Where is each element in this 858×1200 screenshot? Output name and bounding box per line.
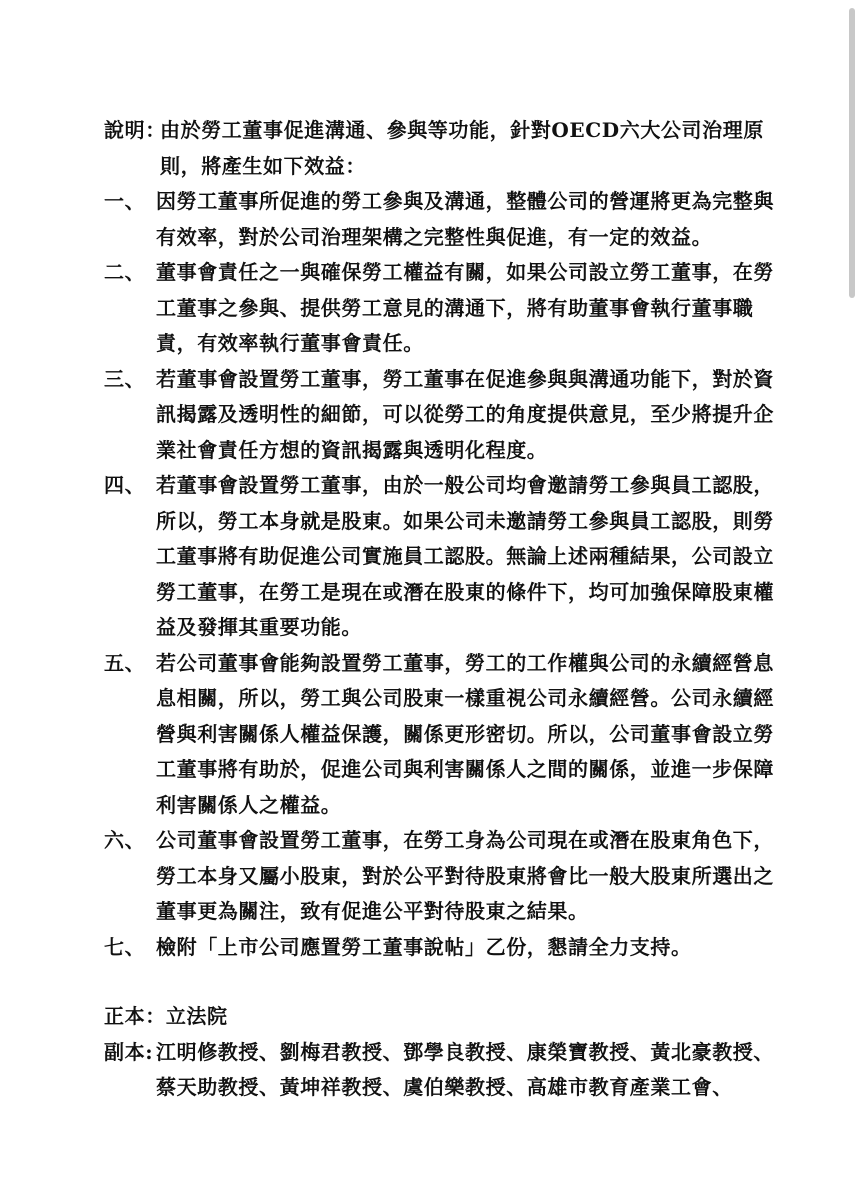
list-item (104, 930, 784, 966)
list-item (104, 468, 784, 646)
document-body (104, 113, 784, 1106)
item-text: 董事會責任之一與確保勞工權益有關，如果公司設立勞工董事，在勞工董事之參與、提供勞工意見的溝通下，將有助董事會執行董事職責，有效率執行董事會責任。 (156, 260, 774, 355)
list-item (104, 255, 784, 362)
item-marker: 一、 (104, 189, 146, 213)
original-copy-label: 正本： (104, 1004, 166, 1028)
item-marker: 四、 (104, 473, 146, 497)
item-text: 若董事會設置勞工董事，由於一般公司均會邀請勞工參與員工認股，所以，勞工本身就是股東。如果公司未邀請勞工參與員工認股，則勞工董事將有助促進公司實施員工認股。無論上述兩種結果，公司設立勞工董事，在勞工是現在或潛在股東的條件下，均可加強保障股東權益及發揮其重要功能。 (156, 473, 774, 639)
list-item (104, 184, 784, 255)
item-marker: 六、 (104, 828, 146, 852)
spacer (104, 965, 784, 999)
item-text: 若董事會設置勞工董事，勞工董事在促進參與與溝通功能下，對於資訊揭露及透明性的細節，可以從勞工的角度提供意見，至少將提升企業社會責任方想的資訊揭露與透明化程度。 (156, 366, 774, 462)
list-item (104, 646, 784, 824)
original-copy-line (104, 999, 784, 1035)
explanation-paragraph (104, 113, 784, 184)
item-marker: 五、 (104, 650, 146, 675)
explanation-label: 說明： (104, 118, 166, 142)
carbon-copy-label: 副本: (104, 1039, 154, 1064)
original-copy-recipient: 立法院 (165, 1004, 228, 1028)
item-text: 檢附「上市公司應置勞工董事說帖」乙份，懇請全力支持。 (156, 934, 692, 959)
explanation-text: 由於勞工董事促進溝通、參與等功能，針對OECD六大公司治理原則，將產生如下效益： (160, 118, 764, 178)
item-text: 公司董事會設置勞工董事，在勞工身為公司現在或潛在股東角色下，勞工本身又屬小股東，對於公平對待股東將會比一般大股東所選出之董事更為關注，致有促進公平對待股東之結果。 (156, 828, 774, 923)
list-item (104, 362, 784, 469)
item-text: 因勞工董事所促進的勞工參與及溝通，整體公司的營運將更為完整與有效率，對於公司治理架構之完整性與促進，有一定的效益。 (156, 189, 774, 249)
carbon-copy-line (104, 1035, 784, 1106)
scrollbar-thumb[interactable] (849, 8, 855, 298)
item-marker: 二、 (104, 260, 146, 284)
list-item (104, 823, 784, 930)
item-marker: 七、 (104, 934, 146, 959)
item-text: 若公司董事會能夠設置勞工董事，勞工的工作權與公司的永續經營息息相關，所以，勞工與公司股東一樣重視公司永續經營。公司永續經營與利害關係人權益保護，關係更形密切。所以，公司董事會設立勞工董事將有助於，促進公司與利害關係人之間的關係，並進一步保障利害關係人之權益。 (156, 650, 774, 817)
item-marker: 三、 (104, 366, 146, 391)
carbon-copy-recipients: 江明修教授、劉梅君教授、鄧學良教授、康榮寶教授、黃北豪教授、蔡天助教授、黃坤祥教授、虞伯樂教授、高雄市教育產業工會、 (156, 1039, 774, 1099)
